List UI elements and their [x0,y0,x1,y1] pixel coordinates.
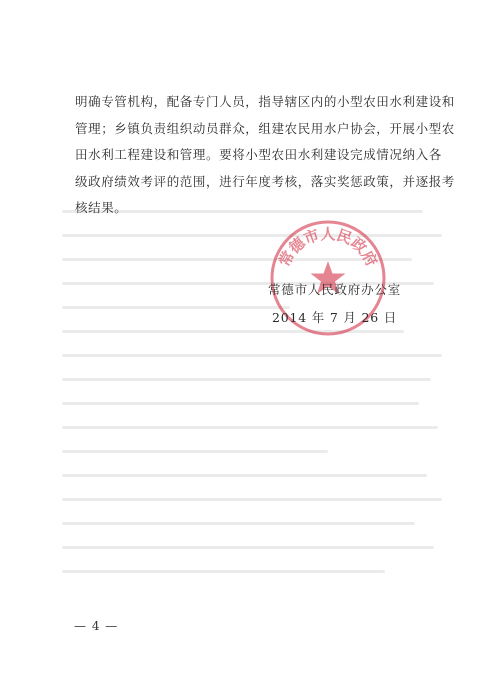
page-number: — 4 — [74,619,119,633]
body-line-1: 明确专管机构，配备专门人员，指导辖区内的小型农田水利建设和 [75,94,455,109]
signature-block [268,280,401,326]
body-paragraph [75,89,455,222]
seal-text: 常德市人民政府 [275,225,381,270]
body-line-2: 管理；乡镇负责组织动员群众，组建农民用水户协会，开展小型农 [75,120,455,136]
body-line-5: 核结果。 [75,200,128,215]
body-line-3: 田水利工程建设和管理。要将小型农田水利建设完成情况纳入各 [75,147,442,162]
body-line-4: 级政府绩效考评的范围，进行年度考核，落实奖惩政策，并逐报考 [75,173,455,189]
issue-date: 2014 年 7 月 26 日 [272,310,398,325]
issuing-organization: 常德市人民政府办公室 [268,282,402,297]
